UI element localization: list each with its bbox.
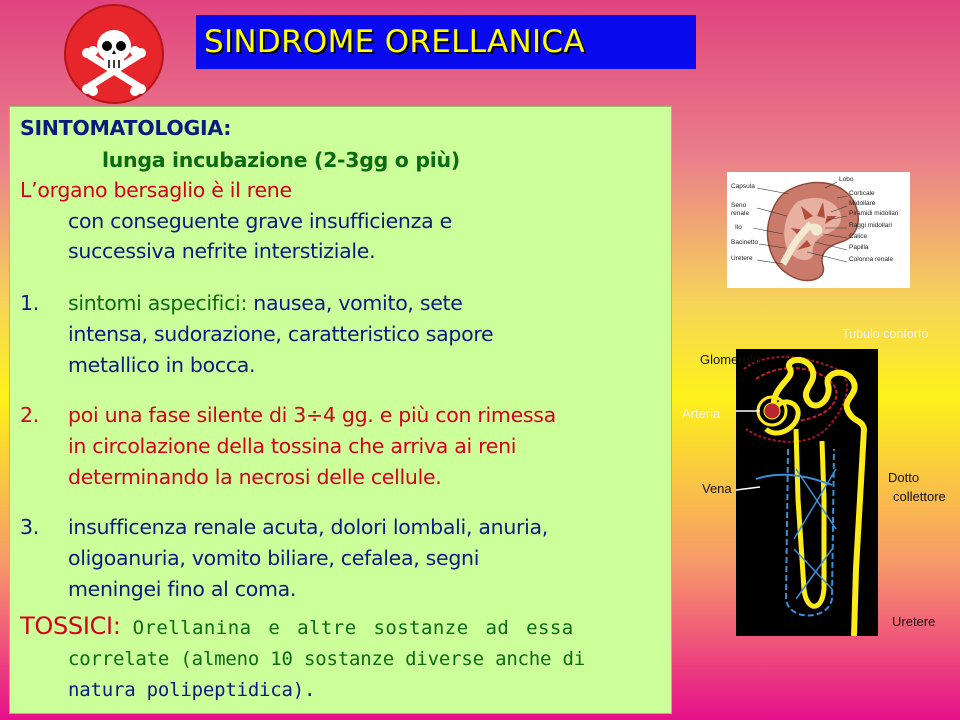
item-2-number: 2. [20,403,39,427]
toxics-line1 [20,611,574,643]
slide-title: SINDROME ORELLANICA [196,15,696,69]
item-1-line2: intensa, sudorazione, caratteristico sapore [68,322,494,346]
item-1-line1 [68,288,463,318]
kidney-label-colonna: Colonna renale [849,256,894,263]
kidney-label-piramidi: Piramidi midollari [849,210,899,217]
nephron-label-dotto: Dotto [888,470,920,485]
kidney-label-corticale: Corticale [849,190,875,197]
content-panel [9,106,672,714]
kidney-label-uretere: Uretere [731,255,753,262]
item-1-lead: sintomi aspecifici: [68,291,248,315]
skull-crossbones-icon [66,6,162,102]
item-2-line1: poi una fase silente di 3÷4 gg. e più con rimessa [68,403,556,427]
item-1-number: 1. [20,291,39,315]
kidney-label-capsula: Capsula [731,183,755,190]
toxics-line1-rest: Orellanina e altre sostanze ad essa [132,617,574,639]
toxics-line3: natura polipeptidica). [68,679,316,701]
toxics-label: TOSSICI: [20,612,121,640]
kidney-label-papilla: Papilla [849,244,869,251]
kidney-label-ilo: Ilo [735,224,742,231]
item-3-line3: meningei fino al coma. [68,577,297,601]
item-3-line1: insufficenza renale acuta, dolori lombali, anuria, [68,515,549,539]
nephron-label-arteria: Arteria [682,406,721,421]
item-3-line2: oligoanuria, vomito biliare, cefalea, segni [68,546,480,570]
consequence-line2: successiva nefrite interstiziale. [68,239,376,263]
nephron-label-uretere: Uretere [892,614,936,629]
item-2-line3: determinando la necrosi delle cellule. [68,465,442,489]
heading: SINTOMATOLOGIA: [20,116,232,140]
consequence-line1: con conseguente grave insufficienza e [68,209,452,233]
nephron-label-collettore: collettore [893,489,946,504]
target-organ: L’organo bersaglio è il rene [20,178,292,202]
item-1-line3: metallico in bocca. [68,353,256,377]
kidney-label-seno: Seno renale [731,202,750,217]
nephron-label-vena: Vena [702,481,732,496]
kidney-diagram [727,172,910,288]
kidney-label-lobo: Lobo [839,176,854,183]
nephron-diagram [736,349,878,636]
kidney-label-raggi: Raggi midollari [849,222,892,229]
kidney-label-midollare: Midollare [849,200,876,207]
item-1-line1-rest: nausea, vomito, sete [247,291,463,315]
nephron-label-glomerulo: Glomerulo [700,352,760,367]
kidney-label-calice: Calice [849,233,868,240]
subheading: lunga incubazione (2-3gg o più) [102,148,460,172]
item-3-number: 3. [20,515,39,539]
item-2-line2: in circolazione della tossina che arriva ai reni [68,434,517,458]
skull-crossbones-logo [64,4,164,104]
kidney-label-bacinetto: Bacinetto [731,239,759,246]
nephron-illustration [736,349,878,636]
toxics-line2: correlate (almeno 10 sostanze diverse anche di [68,648,585,670]
nephron-label-tubulo: Tubulo contorto [842,327,929,341]
